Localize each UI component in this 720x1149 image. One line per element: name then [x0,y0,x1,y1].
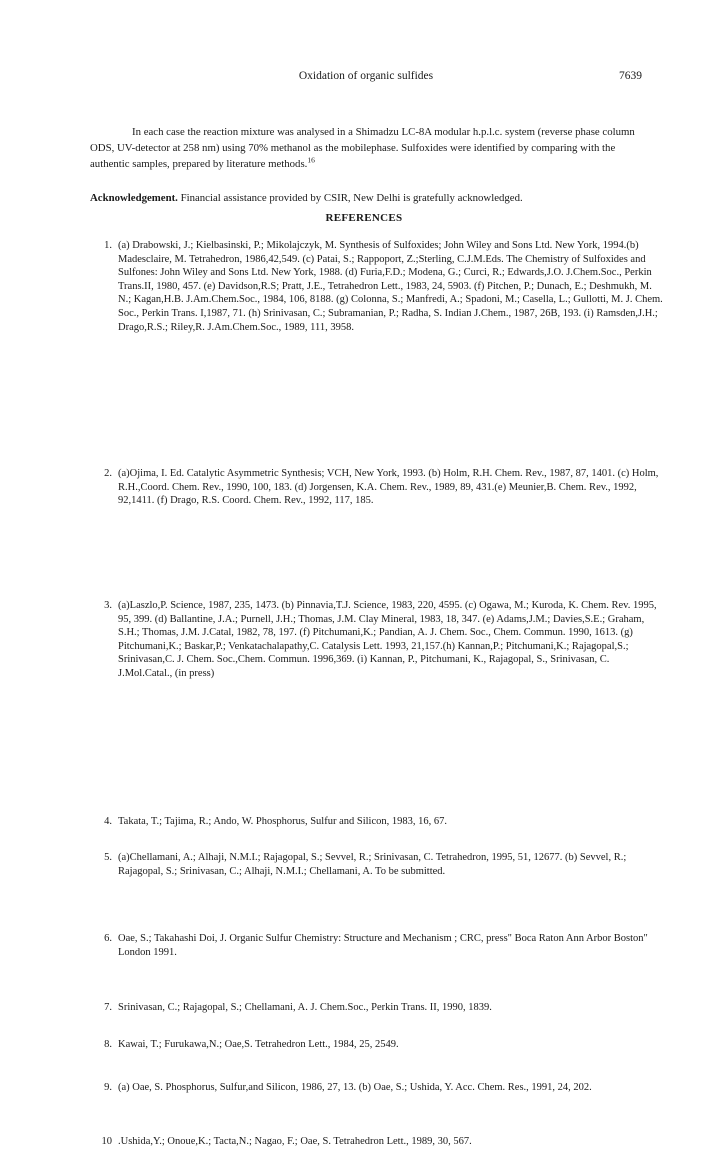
reference-number: 4. [104,815,112,827]
reference-number: 5. [104,852,112,864]
paragraph-text: In each case the reaction mixture was analysed in a Shimadzu LC-8A modular h.p.l.c. system (reverse phase column ODS, UV-detector at 258 nm) using 70% methanol as the mobilephase. Sulfoxides were identified by comparing with the authentic samples, prepared by literature methods. [90,126,635,170]
reference-number: 7. [104,1002,112,1014]
reference-number: 1. [104,240,112,251]
reference-item [90,467,666,508]
reference-number: 2. [104,468,112,480]
reference-item [90,932,666,959]
acknowledgement [90,190,638,206]
reference-text: Oae, S.; Takahashi Doi, J. Organic Sulfur Chemistry: Structure and Mechanism ; CRC, press" Boca Raton Ann Arbor Boston" London 1991. [118,933,648,958]
reference-text: (a)Chellamani, A.; Alhaji, N.M.I.; Rajagopal, S.; Sevvel, R.; Srinivasan, C. Tetrahedron, 1995, 51, 12677. (b) Sevvel, R.; Rajagopal, S.; Srinivasan, C.; Alhaji, N.M.I.; Chellamani, A. To be submitted. [118,852,627,877]
reference-number: 6. [104,933,112,945]
references-heading: REFERENCES [325,212,403,224]
reference-text: .Ushida,Y.; Onoue,K.; Tacta,N.; Nagao, F.; Oae, S. Tetrahedron Lett., 1989, 30, 567. [118,1136,472,1148]
reference-number: 10 [101,1136,112,1148]
reference-item [90,1038,666,1052]
citation-superscript: 16 [307,155,315,165]
page-number: 7639 [619,70,642,82]
acknowledgement-label: Acknowledgement. [90,192,178,204]
reference-text: (a) Oae, S. Phosphorus, Sulfur,and Silicon, 1986, 27, 13. (b) Oae, S.; Ushida, Y. Acc. Chem. Res., 1991, 24, 202. [118,1081,592,1093]
reference-number: 3. [104,599,112,611]
reference-text: Srinivasan, C.; Rajagopal, S.; Chellamani, A. J. Chem.Soc., Perkin Trans. II, 1990, 1839. [118,1002,492,1014]
reference-item [90,599,666,681]
reference-number: 8. [104,1039,112,1051]
reference-text: Takata, T.; Tajima, R.; Ando, W. Phosphorus, Sulfur and Silicon, 1983, 16, 67. [118,815,447,827]
reference-text: (a) Drabowski, J.; Kielbasinski, P.; Mikolajczyk, M. Synthesis of Sulfoxides; John Wiley and Sons Ltd. New York, 1994.(b) Madesclaire, M. Tetrahedron, 1986,42,549. (c) Patai, S.; Rappoport, Z.;Sterling, C.J.M.Eds. The Chemistry of Sulfoxides and Sulfones: John Wiley and Sons Ltd. New York, 1988. (d) Furia,F.D.; Modena, G.; Curci, R.; Edwards,J.O. J.Chem.Soc., Perkin Trans.II, 1980, 457. (e) Davidson,R.S; Pratt, J.E., Tetrahedron Lett., 1983, 24, 5903. (f) Pitchen, P.; Dunach, E.; Deshmukh, M. N.; Kagan,H.B. J.Am.Chem.Soc., 1984, 106, 8188. (g) Colonna, S.; Manfredi, A.; Spadoni, M.; Casella, L.; Gullotti, M. J. Chem. Soc., Perkin Trans. I,1987, 71. (h) Srinivasan, C.; Subramanian, P.; Radha, S. Indian J.Chem., 1987, 26B, 193. (i) Ramsden,J.H.; Drago,R.S.; Riley,R. J.Am.Chem.Soc., 1989, 111, 3958. [118,240,663,333]
reference-item [90,815,666,829]
reference-item [90,239,666,334]
running-head [90,70,642,82]
reference-item [90,1081,666,1095]
reference-item [90,851,666,878]
reference-item [90,1001,666,1015]
reference-item [90,1135,666,1149]
acknowledgement-text: Financial assistance provided by CSIR, New Delhi is gratefully acknowledged. [177,192,523,204]
reference-text: (a)Laszlo,P. Science, 1987, 235, 1473. (b) Pinnavia,T.J. Science, 1983, 220, 4595. (c) Ogawa, M.; Kuroda, K. Chem. Rev. 1995, 95, 399. (d) Ballantine, J.A.; Purnell, J.H.; Thomas, J.M. Clay Mineral, 1983, 18, 347. (e) Adams,J.M.; Davies,S.E.; Graham, S.H.; Thomas, J.M. J.Catal, 1982, 78, 197. (f) Pitchumani,K.; Pandian, A. J. Chem. Soc., Chem. Commun. 1990, 1613. (g) Pitchumani,K.; Baskar,P.; Venkatachalapathy,C. Catalysis Lett. 1993, 21,157.(h) Kannan,P.; Pitchumani,K.; Rajagopal,S.; Srinivasan,C. J. Chem. Soc.,Chem. Commun. 1996,369. (i) Kannan, P., Pitchumani, K., Rajagopal, S., Srinivasan, C. J.Mol.Catal., (in press) [118,599,657,679]
running-head-title: Oxidation of organic sulfides [298,70,434,82]
reference-number: 9. [104,1081,112,1093]
reference-text: Kawai, T.; Furukawa,N.; Oae,S. Tetrahedron Lett., 1984, 25, 2549. [118,1039,399,1051]
reference-text: (a)Ojima, I. Ed. Catalytic Asymmetric Synthesis; VCH, New York, 1993. (b) Holm, R.H. Chem. Rev., 1987, 87, 1401. (c) Holm, R.H.,Coord. Chem. Rev., 1990, 100, 183. (d) Jorgensen, K.A. Chem. Rev., 1989, 89, 431.(e) Meunier,B. Chem. Rev., 1992, 92,1411. (f) Drago, R.S. Coord. Chem. Rev., 1992, 117, 185. [118,468,659,507]
experimental-paragraph [90,124,638,172]
